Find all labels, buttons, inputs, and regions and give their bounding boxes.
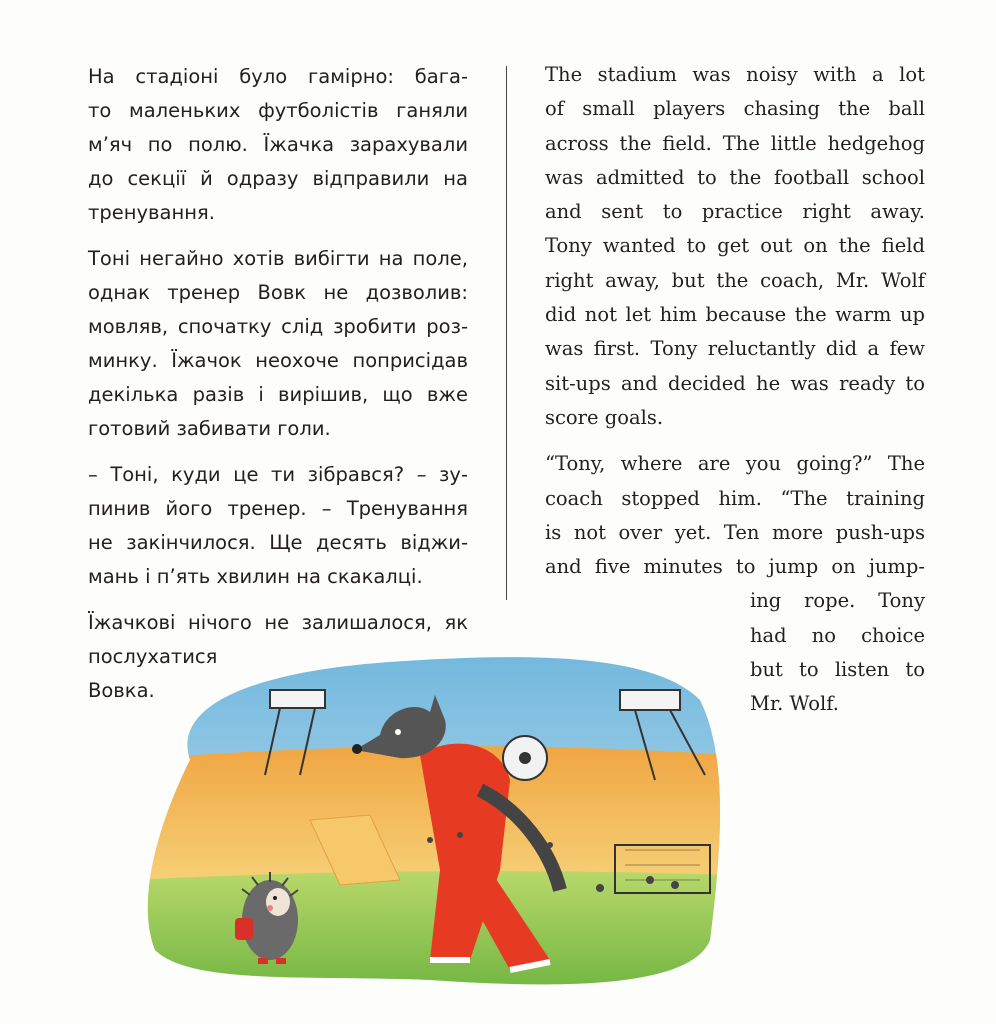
text-line: мовляв, спочатку слід зробити роз- xyxy=(88,315,468,338)
scene xyxy=(130,640,730,1000)
text-line: м’яч по полю. Їжачка зарахували xyxy=(88,133,468,156)
text-line: did not let him because the warm up xyxy=(545,303,925,327)
text-line: декілька разів і вирішив, що вже xyxy=(88,383,468,406)
text-line: had no choice xyxy=(750,623,925,647)
text-line: Їжачкові нічого не залишалося, як xyxy=(88,611,468,634)
text-line: is not over yet. Ten more push-ups xyxy=(545,520,925,544)
text-line: Mr. Wolf. xyxy=(750,692,839,716)
text-line: готовий забивати голи. xyxy=(88,417,331,440)
text-line: ing rope. Tony xyxy=(750,589,925,613)
text-line: мань і п’ять хвилин на скакалці. xyxy=(88,565,423,588)
text-line: – Тоні, куди це ти зібрався? – зу- xyxy=(88,463,468,486)
text-line: не закінчилося. Ще десять віджи- xyxy=(88,531,468,554)
text-line: was first. Tony reluctantly did a few xyxy=(545,337,925,361)
text-line: однак тренер Вовк не дозволив: xyxy=(88,281,468,304)
text-line: score goals. xyxy=(545,405,664,429)
text-line: Tony wanted to get out on the field xyxy=(545,234,925,258)
text-line: and sent to practice right away. xyxy=(545,200,925,224)
text-line: and five minutes to jump on jump- xyxy=(545,555,925,579)
text-line: sit-ups and decided he was ready to xyxy=(545,371,925,395)
text-line: “Tony, where are you going?” The xyxy=(545,452,925,476)
text-line: across the field. The little hedgehog xyxy=(545,131,925,155)
stadium-illustration xyxy=(130,640,730,1000)
text-line: The stadium was noisy with a lot xyxy=(545,63,925,86)
en-paragraph-2 xyxy=(545,447,925,584)
text-line: то маленьких футболістів ганяли xyxy=(88,99,468,122)
text-line: тренування. xyxy=(88,201,215,224)
text-line: right away, but the coach, Mr. Wolf xyxy=(545,268,925,292)
text-line: of small players chasing the ball xyxy=(545,97,925,121)
text-line: послухатися xyxy=(88,645,218,668)
english-text-column xyxy=(545,58,925,734)
en-paragraph-1 xyxy=(545,58,925,435)
text-line: coach stopped him. “The training xyxy=(545,486,925,510)
text-line: пинив його тренер. – Тренування xyxy=(88,497,468,520)
text-line: минку. Їжачок неохоче поприсідав xyxy=(88,349,468,372)
ua-paragraph-2 xyxy=(88,242,468,446)
column-divider xyxy=(506,66,507,600)
text-line: Вовка. xyxy=(88,679,155,702)
ua-paragraph-1 xyxy=(88,60,468,230)
text-line: На стадіоні було гамірно: бага- xyxy=(88,65,468,88)
ukrainian-text-column xyxy=(88,60,468,720)
text-line: was admitted to the football school xyxy=(545,165,925,189)
text-line: Тоні негайно хотів вибігти на поле, xyxy=(88,247,468,270)
ua-paragraph-3 xyxy=(88,458,468,594)
text-line: до секції й одразу відправили на xyxy=(88,167,468,190)
text-line: but to listen to xyxy=(750,658,925,682)
